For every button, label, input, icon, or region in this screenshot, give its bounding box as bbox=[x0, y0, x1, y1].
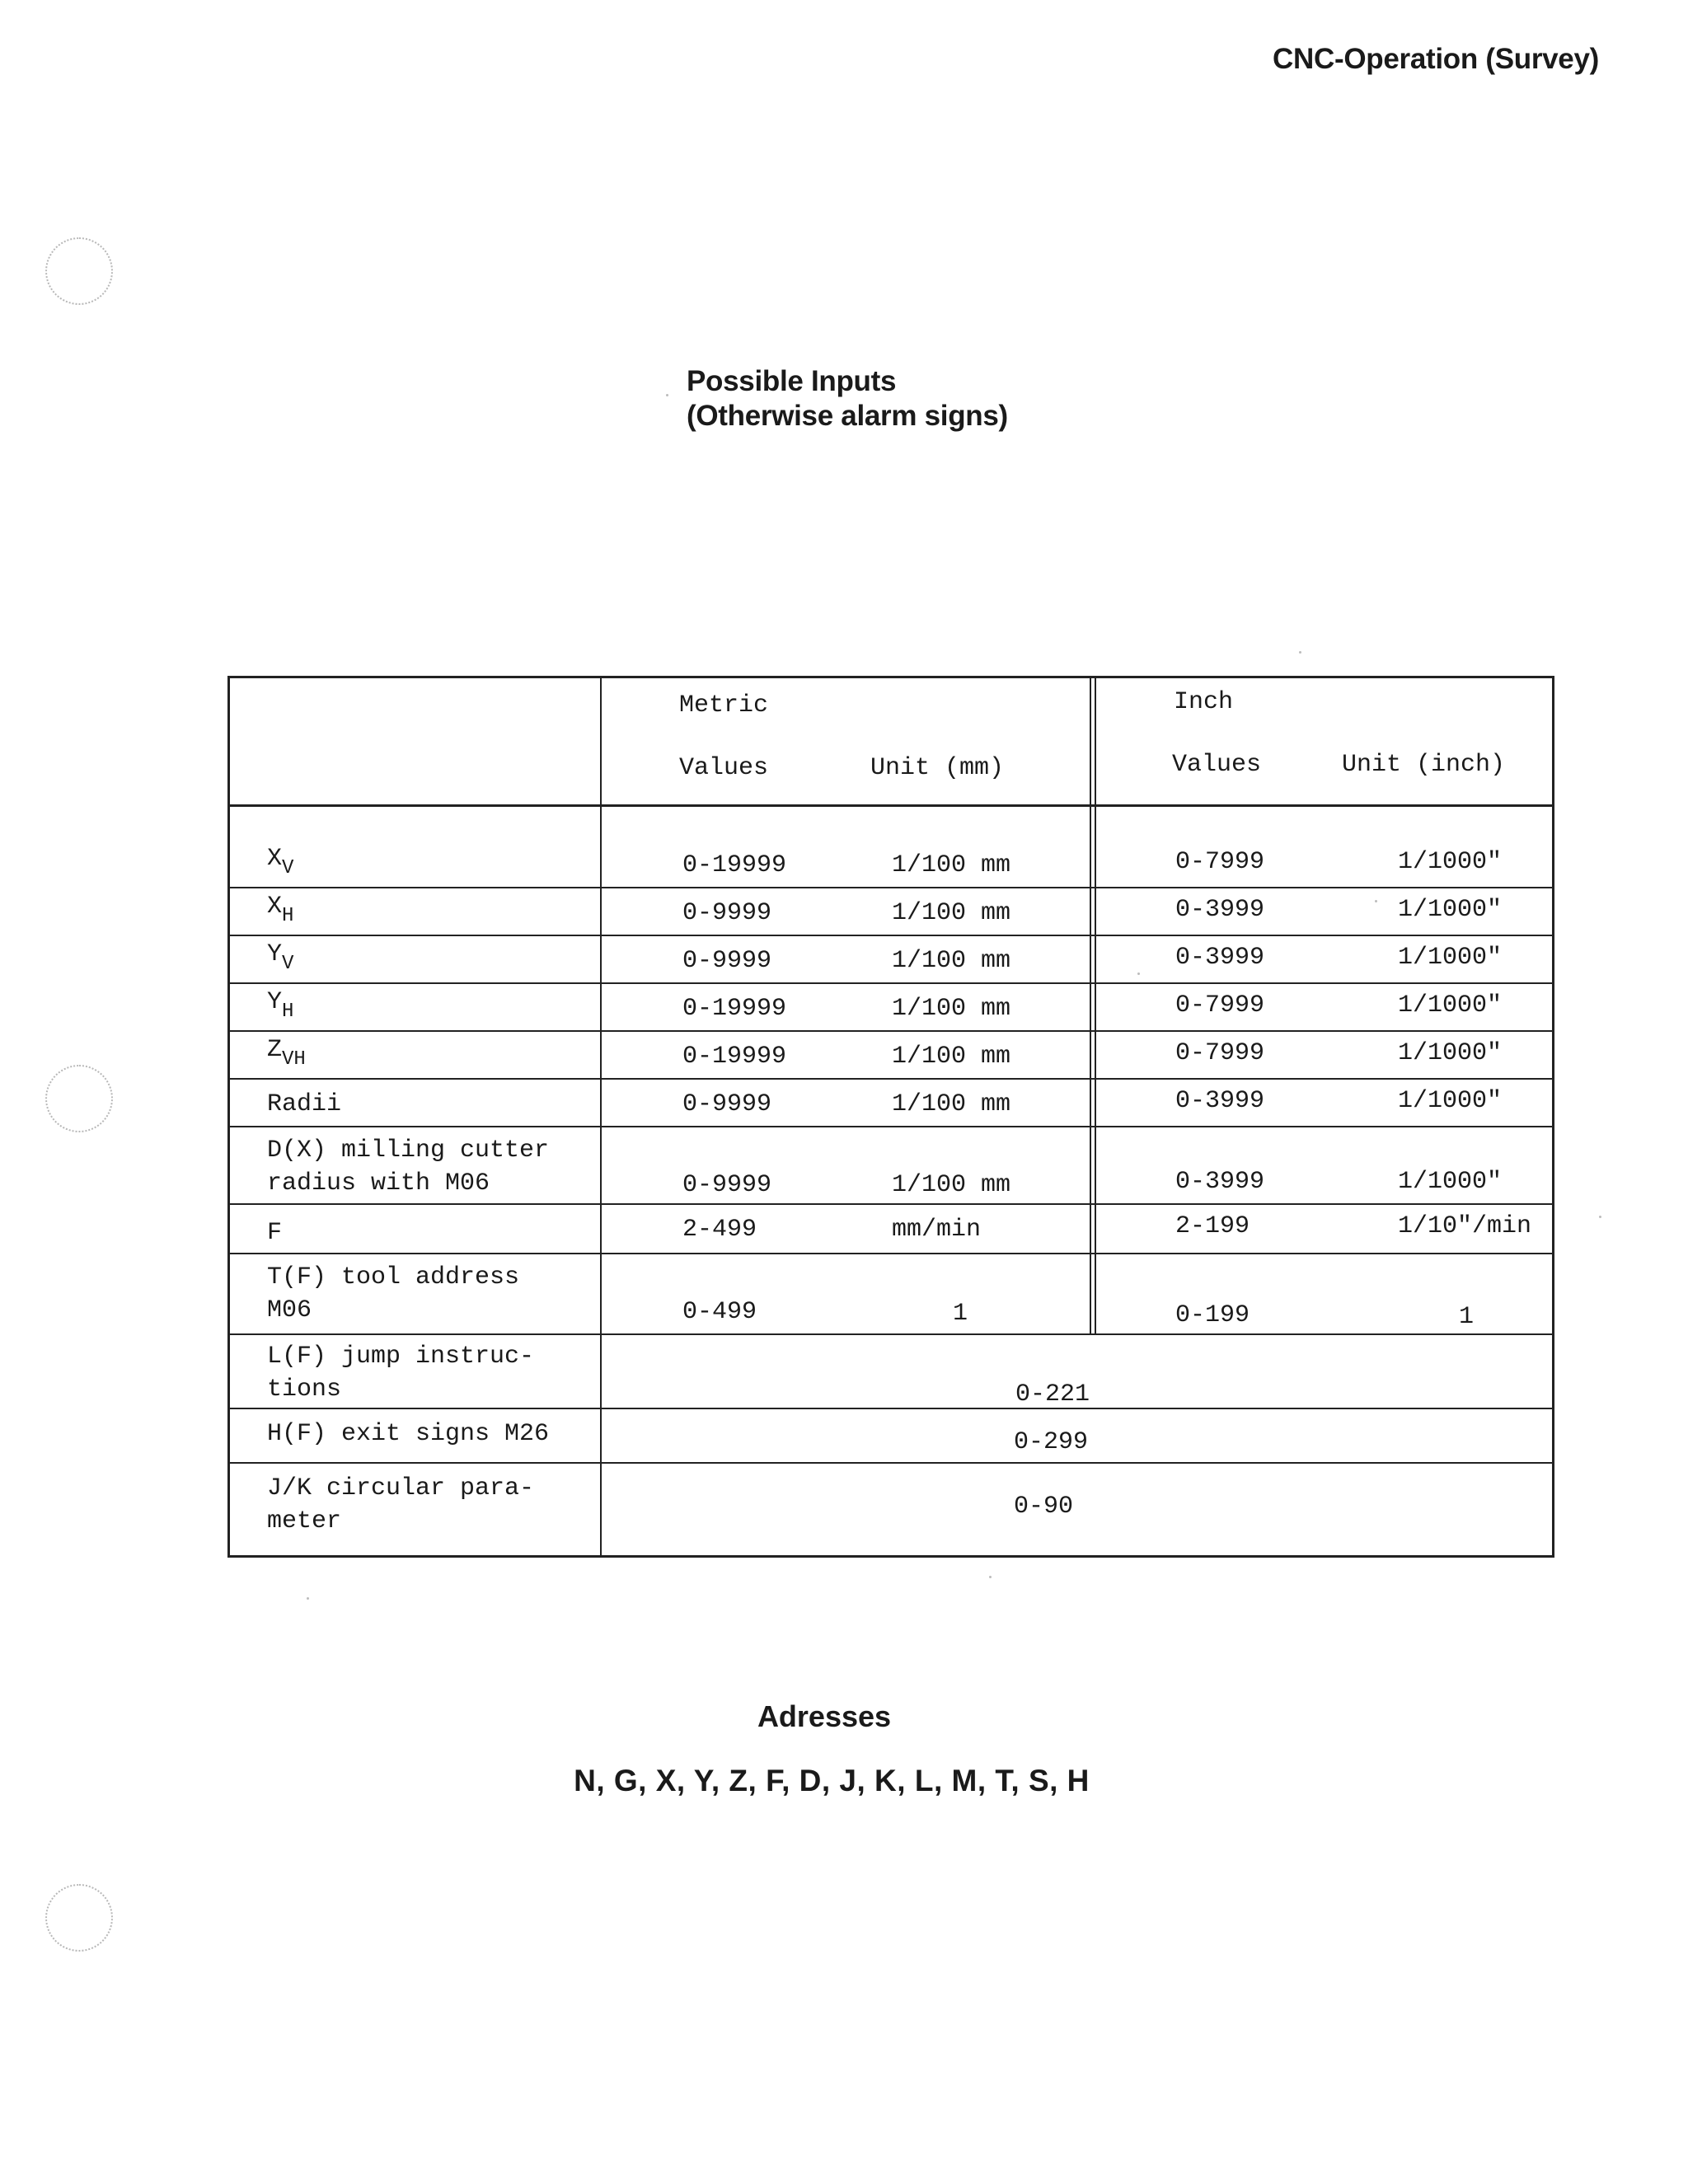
inch-value: 0-3999 bbox=[1175, 1087, 1265, 1115]
heading-line-1: Possible Inputs bbox=[687, 365, 897, 397]
metric-value: 0-9999 bbox=[682, 899, 772, 927]
metric-unit: 1/100 mm bbox=[892, 1090, 1011, 1118]
metric-unit-header: Unit (mm) bbox=[870, 754, 1005, 782]
row-label bbox=[267, 890, 293, 925]
row-label: H(F) exit signs M26 bbox=[267, 1420, 550, 1448]
metric-value: 0-19999 bbox=[682, 1043, 787, 1071]
metric-unit: 1/100 mm bbox=[892, 1043, 1011, 1071]
row-divider bbox=[227, 887, 1554, 888]
scan-speck bbox=[307, 1597, 309, 1600]
inch-value: 0-3999 bbox=[1175, 944, 1265, 972]
metric-values-header: Values bbox=[679, 754, 769, 782]
metric-unit: 1/100 mm bbox=[892, 995, 1011, 1023]
table-border-left bbox=[227, 676, 230, 1558]
label-base: Z bbox=[267, 1036, 283, 1064]
inch-unit: 1/1000" bbox=[1398, 896, 1503, 924]
inch-unit: 1/1000" bbox=[1398, 944, 1503, 972]
inch-unit: 1 bbox=[1459, 1303, 1475, 1331]
metric-unit: 1/100 mm bbox=[892, 947, 1011, 975]
row-label bbox=[267, 938, 294, 975]
inch-value: 2-199 bbox=[1175, 1212, 1250, 1240]
label-subscript: H bbox=[282, 1001, 294, 1023]
inch-value: 0-7999 bbox=[1175, 991, 1265, 1019]
inch-unit-header: Unit (inch) bbox=[1342, 751, 1506, 779]
punch-hole-bottom bbox=[45, 1884, 113, 1952]
page-header: CNC-Operation (Survey) bbox=[1273, 43, 1599, 75]
inch-unit: 1/1000" bbox=[1398, 848, 1503, 876]
row-divider bbox=[227, 1030, 1554, 1032]
table-border-bottom bbox=[227, 1555, 1554, 1558]
row-divider bbox=[227, 935, 1554, 936]
inch-value: 0-7999 bbox=[1175, 1039, 1265, 1067]
row-divider bbox=[227, 982, 1554, 984]
row-divider bbox=[227, 1408, 1554, 1409]
metric-group-header: Metric bbox=[679, 691, 769, 719]
row-divider bbox=[227, 1203, 1554, 1205]
row-divider bbox=[227, 1462, 1554, 1464]
label-subscript: V bbox=[282, 857, 294, 879]
metric-inch-divider bbox=[1090, 676, 1091, 1335]
addresses-list: N, G, X, Y, Z, F, D, J, K, L, M, T, S, H bbox=[574, 1764, 1090, 1797]
scan-speck bbox=[989, 1576, 992, 1578]
row-label: F bbox=[267, 1219, 283, 1247]
metric-value: 0-19999 bbox=[682, 851, 787, 879]
metric-unit: 1 bbox=[953, 1300, 968, 1328]
metric-unit: 1/100 mm bbox=[892, 1171, 1011, 1199]
metric-value: 2-499 bbox=[682, 1216, 757, 1244]
row-divider bbox=[227, 1333, 1554, 1335]
row-label: J/K circular para- meter bbox=[267, 1474, 535, 1535]
inch-value: 0-3999 bbox=[1175, 896, 1265, 924]
row-label: L(F) jump instruc- tions bbox=[267, 1343, 535, 1404]
row-label: T(F) tool address M06 bbox=[267, 1263, 520, 1324]
row-label bbox=[267, 842, 293, 877]
label-base: Y bbox=[267, 988, 283, 1016]
label-subscript: H bbox=[282, 905, 294, 927]
label-subscript: V bbox=[282, 953, 294, 975]
row-label bbox=[267, 1033, 306, 1071]
label-base: Y bbox=[267, 940, 283, 968]
metric-unit: 1/100 mm bbox=[892, 899, 1011, 927]
metric-value: 0-9999 bbox=[682, 947, 772, 975]
inch-unit: 1/1000" bbox=[1398, 1087, 1503, 1115]
span-value: 0-221 bbox=[1015, 1380, 1090, 1408]
table-border-top bbox=[227, 676, 1554, 678]
label-subscript: VH bbox=[282, 1048, 306, 1071]
scan-speck bbox=[666, 394, 668, 396]
inch-value: 0-7999 bbox=[1175, 848, 1265, 876]
inch-values-header: Values bbox=[1172, 751, 1262, 779]
inch-unit: 1/1000" bbox=[1398, 991, 1503, 1019]
metric-value: 0-19999 bbox=[682, 995, 787, 1023]
inch-unit: 1/10"/min bbox=[1398, 1212, 1532, 1240]
span-value: 0-90 bbox=[1014, 1493, 1074, 1521]
metric-value: 0-9999 bbox=[682, 1171, 772, 1199]
metric-inch-divider bbox=[1095, 676, 1096, 1335]
row-label: Radii bbox=[267, 1090, 342, 1118]
metric-value: 0-499 bbox=[682, 1298, 757, 1326]
inch-value: 0-3999 bbox=[1175, 1168, 1265, 1196]
header-row-divider bbox=[227, 804, 1554, 807]
metric-unit: mm/min bbox=[892, 1216, 982, 1244]
row-divider bbox=[227, 1078, 1554, 1080]
section-heading bbox=[687, 364, 1008, 434]
scan-speck bbox=[1299, 651, 1301, 654]
possible-inputs-table bbox=[227, 676, 1554, 1558]
label-base: X bbox=[267, 893, 283, 921]
scan-speck bbox=[1599, 1216, 1601, 1218]
label-column-divider bbox=[600, 676, 602, 1558]
punch-hole-middle bbox=[45, 1065, 113, 1132]
label-base: X bbox=[267, 845, 283, 873]
table-border-right bbox=[1552, 676, 1554, 1558]
row-divider bbox=[227, 1253, 1554, 1254]
row-label: D(X) milling cutter radius with M06 bbox=[267, 1137, 550, 1197]
metric-value: 0-9999 bbox=[682, 1090, 772, 1118]
metric-unit: 1/100 mm bbox=[892, 851, 1011, 879]
punch-hole-top bbox=[45, 237, 113, 305]
heading-line-2: (Otherwise alarm signs) bbox=[687, 400, 1008, 432]
inch-group-header: Inch bbox=[1174, 688, 1234, 716]
inch-unit: 1/1000" bbox=[1398, 1168, 1503, 1196]
inch-value: 0-199 bbox=[1175, 1301, 1250, 1329]
addresses-title: Adresses bbox=[757, 1699, 892, 1733]
row-divider bbox=[227, 1126, 1554, 1127]
span-value: 0-299 bbox=[1014, 1428, 1089, 1456]
inch-unit: 1/1000" bbox=[1398, 1039, 1503, 1067]
row-label bbox=[267, 986, 294, 1023]
